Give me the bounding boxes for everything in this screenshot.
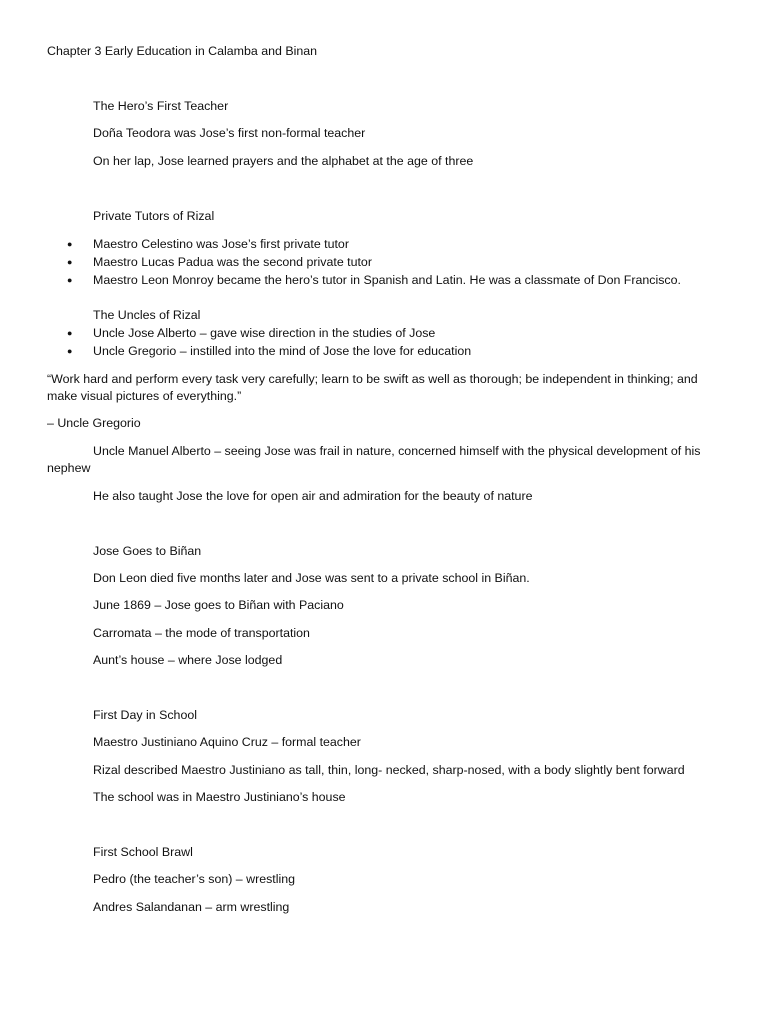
bullet-icon: ● [67, 257, 73, 267]
paragraph-open-air: He also taught Jose the love for open air and admiration for the beauty of nature [93, 489, 533, 503]
heading-binan: Jose Goes to Biñan [93, 544, 202, 558]
text-first-teacher: was Jose’s first non-formal teacher [170, 126, 366, 140]
paragraph-binan-4: Aunt’s house – where Jose lodged [93, 653, 283, 667]
paragraph-brawl-1: Pedro (the teacher’s son) – wrestling [93, 872, 296, 886]
paragraph-binan-1: Don Leon died five months later and Jose was sent to a private school in Biñan. [93, 571, 530, 585]
bullet-icon: ● [67, 239, 73, 249]
document-title: Chapter 3 Early Education in Calamba and Binan [47, 44, 318, 58]
paragraph-binan-3: Carromata – the mode of transportation [93, 626, 310, 640]
paragraph-on-her-lap: On her lap, Jose learned prayers and the alphabet at the age of three [93, 154, 474, 168]
bullet-icon: ● [67, 346, 73, 356]
heading-first-day: First Day in School [93, 708, 197, 722]
paragraph-first-day-3: The school was in Maestro Justiniano’s house [93, 790, 346, 804]
list-item-uncle-1: Uncle Jose Alberto – gave wise direction in the studies of Jose [93, 326, 436, 340]
heading-brawl: First School Brawl [93, 845, 193, 859]
paragraph-binan-2: June 1869 – Jose goes to Biñan with Paciano [93, 598, 344, 612]
bullet-icon: ● [67, 275, 73, 285]
list-item-tutor-2: Maestro Lucas Padua was the second private tutor [93, 255, 372, 269]
list-item-tutor-3: Maestro Leon Monroy became the hero’s tutor in Spanish and Latin. He was a classmate of Don Francisco. [93, 273, 681, 287]
heading-uncles: The Uncles of Rizal [93, 308, 201, 322]
paragraph-uncle-manuel: Uncle Manuel Alberto – seeing Jose was frail in nature, concerned himself with the physical development of his nephew [47, 444, 701, 475]
list-item-tutor-1: Maestro Celestino was Jose’s first private tutor [93, 237, 349, 251]
heading-private-tutors: Private Tutors of Rizal [93, 209, 215, 223]
name-dona-teodora: Doña Teodora [93, 126, 171, 140]
paragraph-brawl-2: Andres Salandanan – arm wrestling [93, 900, 290, 914]
list-item-uncle-2: Uncle Gregorio – instilled into the mind of Jose the love for education [93, 344, 472, 358]
paragraph-first-day-2: Rizal described Maestro Justiniano as tall, thin, long- necked, sharp-nosed, with a body slightly bent forward [93, 763, 685, 777]
quote-uncle-gregorio: “Work hard and perform every task very carefully; learn to be swift as well as thorough; be independent in thinking; and make visual pictures of everything.” [47, 372, 698, 403]
paragraph-first-day-1: Maestro Justiniano Aquino Cruz – formal teacher [93, 735, 361, 749]
bullet-icon: ● [67, 328, 73, 338]
paragraph-dona-teodora [93, 125, 365, 141]
heading-first-teacher: The Hero’s First Teacher [93, 99, 229, 113]
quote-attribution: – Uncle Gregorio [47, 416, 141, 430]
